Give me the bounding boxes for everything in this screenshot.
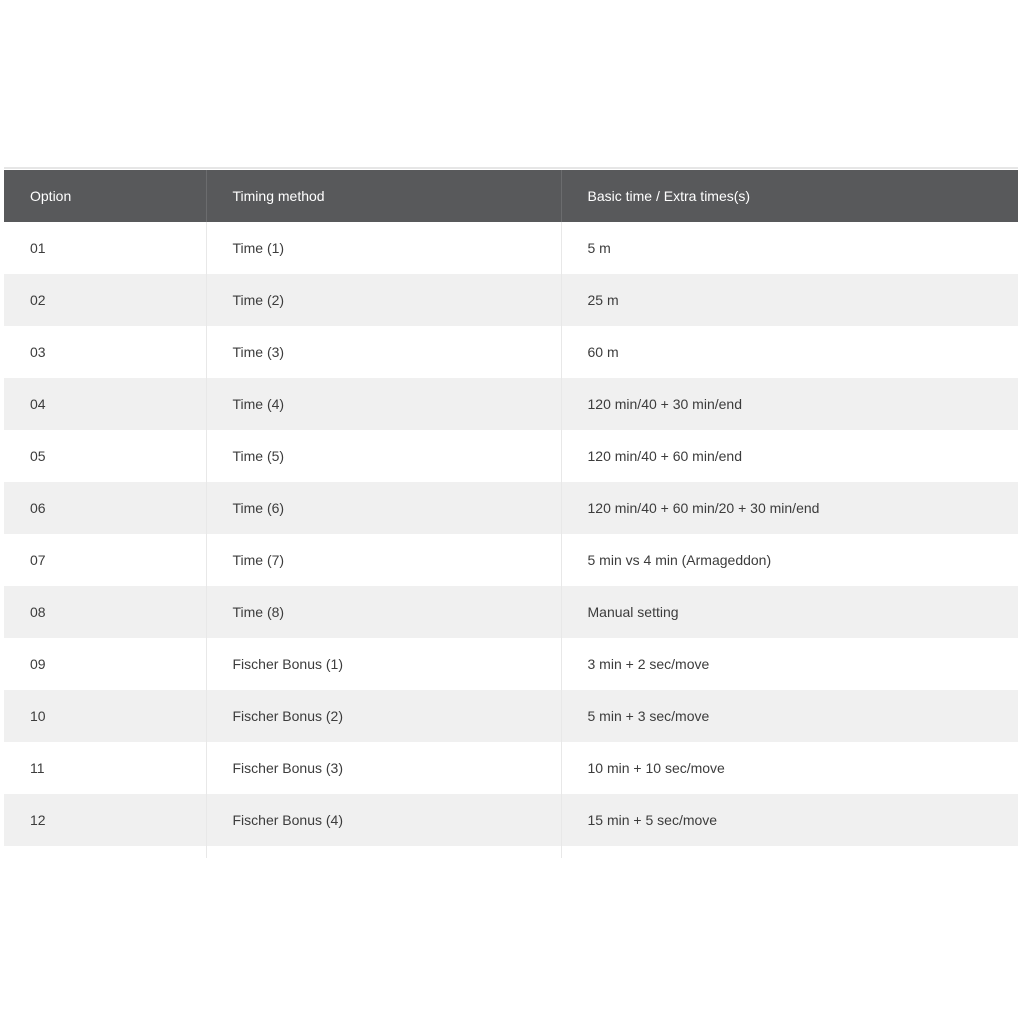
- cell-timing-method: Time (6): [206, 482, 561, 534]
- cell-option: 06: [4, 482, 206, 534]
- column-divider: [561, 846, 562, 858]
- cell-option: 10: [4, 690, 206, 742]
- table-row: [4, 222, 1018, 274]
- cell-timing-method: Time (3): [206, 326, 561, 378]
- table-body: [4, 222, 1018, 846]
- cell-timing-method: Time (5): [206, 430, 561, 482]
- cell-timing-method: Fischer Bonus (4): [206, 794, 561, 846]
- cell-option: 02: [4, 274, 206, 326]
- cell-basic-time: Manual setting: [561, 586, 1018, 638]
- table-row: [4, 378, 1018, 430]
- cell-timing-method: Fischer Bonus (2): [206, 690, 561, 742]
- table-tail-dividers: [4, 846, 1018, 858]
- cell-option: 09: [4, 638, 206, 690]
- cell-option: 04: [4, 378, 206, 430]
- table-row: [4, 430, 1018, 482]
- cell-timing-method: Time (4): [206, 378, 561, 430]
- table-header: [4, 170, 1018, 222]
- table-row: [4, 794, 1018, 846]
- cell-timing-method: Time (7): [206, 534, 561, 586]
- column-divider: [206, 846, 207, 858]
- cell-option: 03: [4, 326, 206, 378]
- header-basic-time: Basic time / Extra times(s): [561, 170, 1018, 222]
- table-row: [4, 482, 1018, 534]
- cell-option: 12: [4, 794, 206, 846]
- table-header-row: [4, 170, 1018, 222]
- cell-timing-method: Time (8): [206, 586, 561, 638]
- cell-timing-method: Time (2): [206, 274, 561, 326]
- cell-basic-time: 25 m: [561, 274, 1018, 326]
- cell-timing-method: Time (1): [206, 222, 561, 274]
- header-option: Option: [4, 170, 206, 222]
- cell-basic-time: 5 m: [561, 222, 1018, 274]
- cell-timing-method: Fischer Bonus (1): [206, 638, 561, 690]
- cell-basic-time: 3 min + 2 sec/move: [561, 638, 1018, 690]
- table-row: [4, 326, 1018, 378]
- table-row: [4, 742, 1018, 794]
- cell-basic-time: 60 m: [561, 326, 1018, 378]
- cell-option: 07: [4, 534, 206, 586]
- cell-option: 08: [4, 586, 206, 638]
- cell-timing-method: Fischer Bonus (3): [206, 742, 561, 794]
- cell-basic-time: 5 min + 3 sec/move: [561, 690, 1018, 742]
- cell-basic-time: 10 min + 10 sec/move: [561, 742, 1018, 794]
- cell-basic-time: 120 min/40 + 30 min/end: [561, 378, 1018, 430]
- table-row: [4, 586, 1018, 638]
- table-row: [4, 638, 1018, 690]
- timing-options-table-container: [4, 170, 1018, 858]
- cell-basic-time: 120 min/40 + 60 min/20 + 30 min/end: [561, 482, 1018, 534]
- timing-options-table: [4, 170, 1018, 846]
- cell-option: 01: [4, 222, 206, 274]
- cell-basic-time: 5 min vs 4 min (Armageddon): [561, 534, 1018, 586]
- cell-option: 05: [4, 430, 206, 482]
- table-row: [4, 274, 1018, 326]
- table-row: [4, 534, 1018, 586]
- cell-basic-time: 120 min/40 + 60 min/end: [561, 430, 1018, 482]
- header-timing-method: Timing method: [206, 170, 561, 222]
- table-row: [4, 690, 1018, 742]
- cell-option: 11: [4, 742, 206, 794]
- cell-basic-time: 15 min + 5 sec/move: [561, 794, 1018, 846]
- table-top-rule: [4, 167, 1018, 169]
